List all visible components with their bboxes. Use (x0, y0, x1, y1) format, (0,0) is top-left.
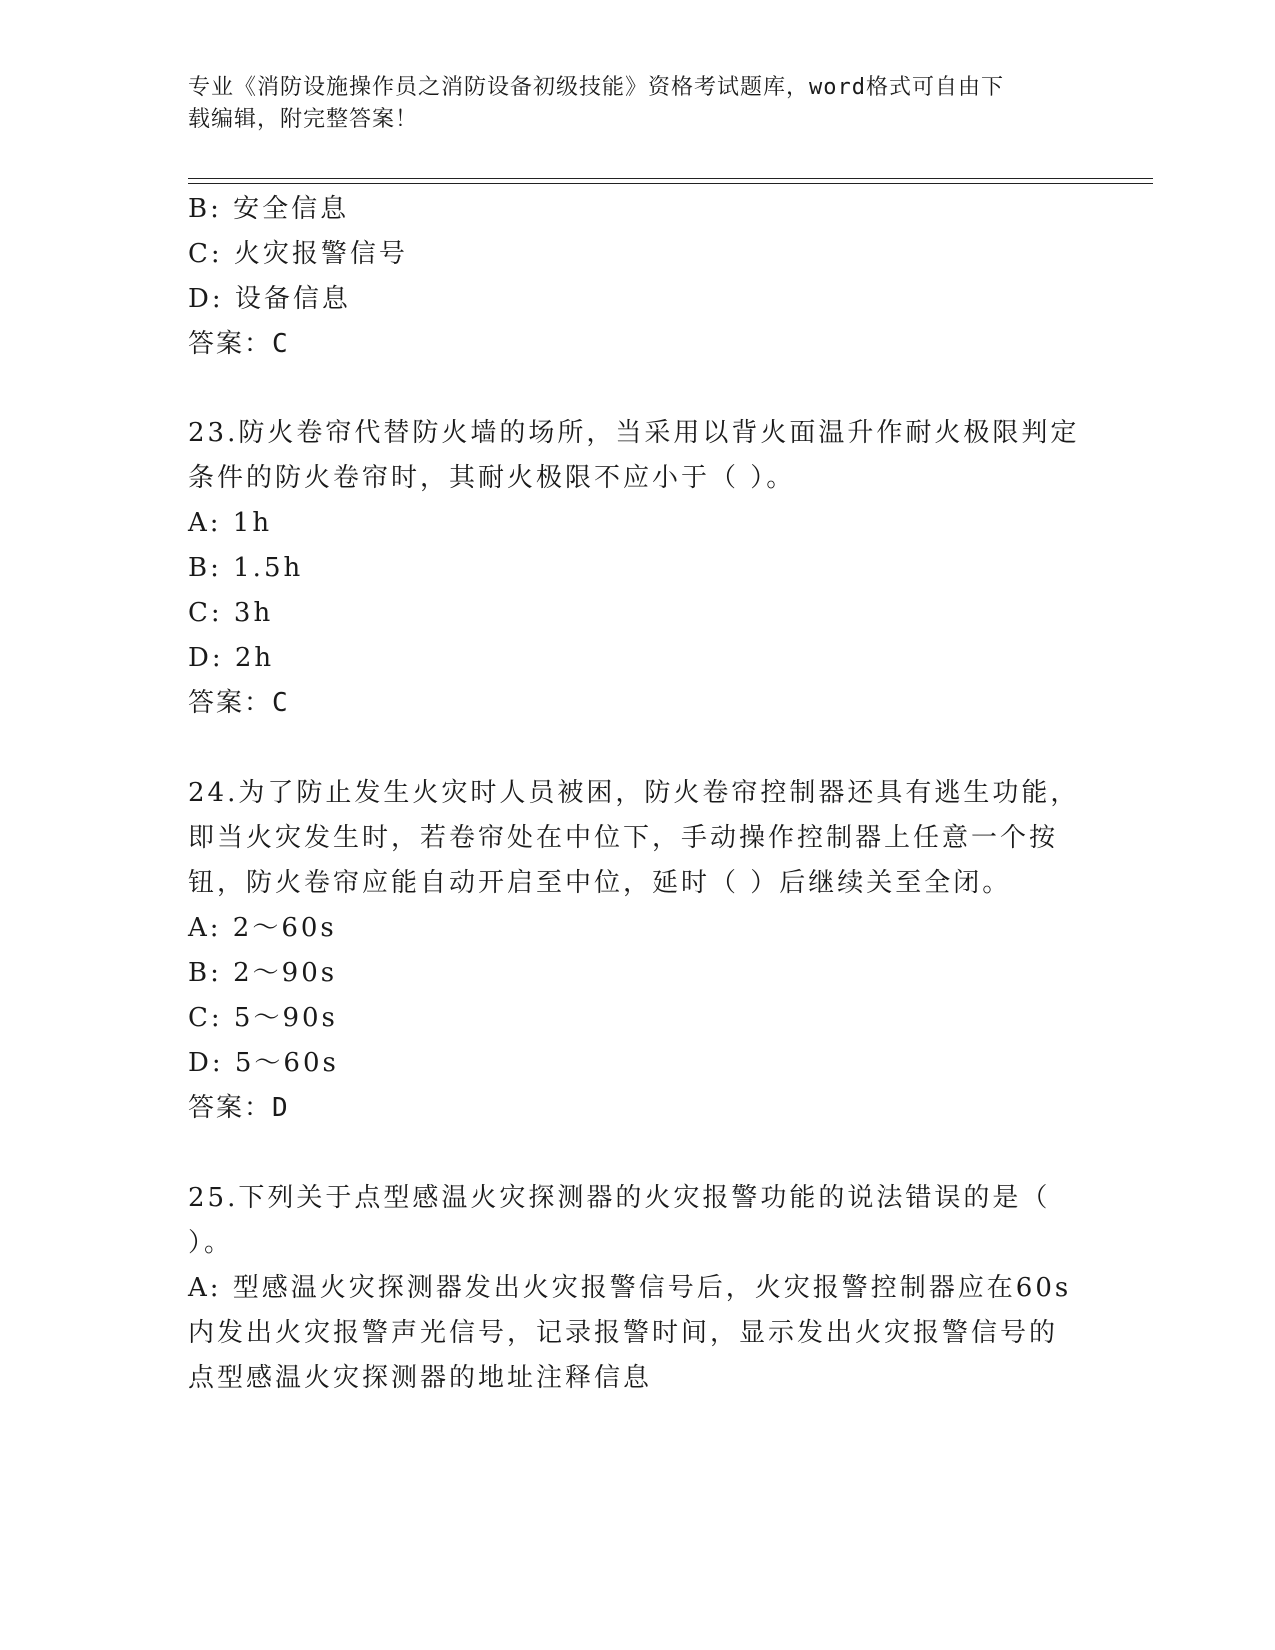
q22-answer: 答案：C (188, 329, 290, 359)
header-divider-top (188, 178, 1153, 179)
q24-option-c: C: 5～90s (188, 1003, 338, 1033)
q22-option-d: D: 设备信息 (188, 284, 351, 314)
q22-option-c: C: 火灾报警信号 (188, 239, 408, 269)
header-line-2: 载编辑，附完整答案！ (188, 107, 419, 132)
q25-option-a-line-1: A: 型感温火灾探测器发出火灾报警信号后，火灾报警控制器应在60s (188, 1273, 1072, 1303)
q25-option-a-line-2: 内发出火灾报警声光信号，记录报警时间，显示发出火灾报警信号的 (188, 1318, 1059, 1348)
q24-option-b: B: 2～90s (188, 958, 338, 988)
q23-option-d: D: 2h (188, 643, 275, 673)
q25-stem-line-1: 25.下列关于点型感温火灾探测器的火灾报警功能的说法错误的是（ (188, 1183, 1051, 1213)
q24-stem-line-3: 钮，防火卷帘应能自动开启至中位，延时（ ）后继续关至全闭。 (188, 868, 1012, 898)
q23-stem-line-1: 23.防火卷帘代替防火墙的场所，当采用以背火面温升作耐火极限判定 (188, 418, 1080, 448)
q23-option-c: C: 3h (188, 598, 274, 628)
q23-answer: 答案：C (188, 688, 290, 718)
q22-option-b: B: 安全信息 (188, 194, 350, 224)
q24-stem-line-1: 24.为了防止发生火灾时人员被困，防火卷帘控制器还具有逃生功能， (188, 778, 1080, 808)
q24-answer: 答案：D (188, 1093, 290, 1123)
q24-stem-line-2: 即当火灾发生时，若卷帘处在中位下，手动操作控制器上任意一个按 (188, 823, 1059, 853)
q25-stem-line-2: ）。 (188, 1228, 234, 1258)
q23-option-a: A: 1h (188, 508, 273, 538)
q23-stem-line-2: 条件的防火卷帘时，其耐火极限不应小于（ ）。 (188, 463, 796, 493)
q25-option-a-line-3: 点型感温火灾探测器的地址注释信息 (188, 1363, 653, 1393)
q24-option-a: A: 2～60s (188, 913, 337, 943)
document-header (188, 72, 1068, 136)
q23-option-b: B: 1.5h (188, 553, 304, 583)
header-divider-bottom (188, 183, 1153, 184)
header-line-1: 专业《消防设施操作员之消防设备初级技能》资格考试题库，word格式可自由下 (188, 75, 1004, 100)
q24-option-d: D: 5～60s (188, 1048, 339, 1078)
